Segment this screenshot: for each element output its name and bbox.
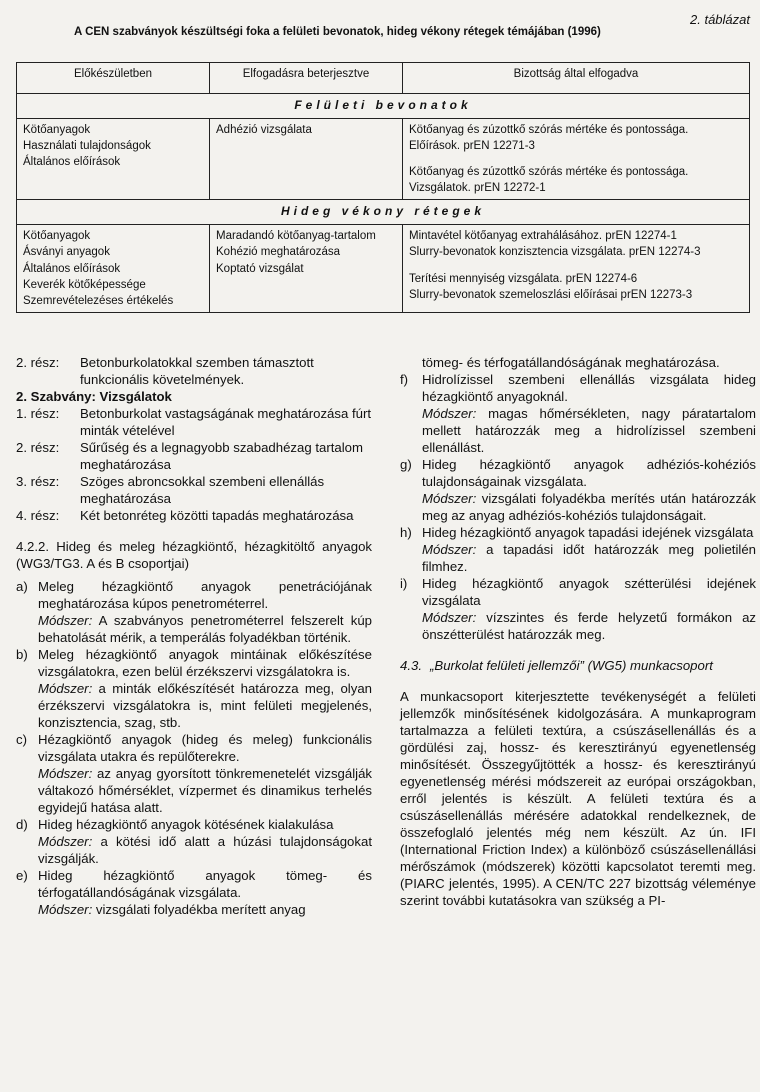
method-text: a kötési idő alatt a húzási tulajdonságokat vizsgálják. xyxy=(38,834,372,866)
item-method xyxy=(38,901,372,918)
cell-gap xyxy=(409,261,743,271)
heading-number: 4.3. xyxy=(400,658,422,673)
list-item xyxy=(400,575,756,643)
list-item xyxy=(16,646,372,731)
item-method xyxy=(422,541,756,575)
part-item xyxy=(16,439,372,473)
section-heading: 4.2.2. Hideg és meleg hézagkiöntő, hézagkitöltő anyagok (WG3/TG3. A és B csoportjai) xyxy=(16,539,372,571)
cell-line: Kötőanyagok xyxy=(23,124,91,136)
header-submitted: Elfogadásra beterjesztve xyxy=(210,63,403,94)
part-item xyxy=(16,507,372,524)
method-text: A szabványos penetrométerrel felszerelt kúp behatolását mérik, a temperálás folyadékban történik. xyxy=(38,613,372,645)
part-label: 2. rész: xyxy=(16,440,60,455)
table-row xyxy=(17,225,750,312)
part-label: 1. rész: xyxy=(16,406,60,421)
cen-standards-table xyxy=(16,62,750,313)
item-label: g) xyxy=(400,457,412,472)
part-text: Sűrűség és a legnagyobb szabadhézag tartalom meghatározása xyxy=(80,440,363,472)
part-text: Betonburkolatokkal szemben támasztott funkcionális követelmények. xyxy=(80,355,314,387)
method-text: a tapadási időt határozzák meg polietilén filmhez. xyxy=(422,542,756,574)
list-item xyxy=(400,371,756,456)
cell-submitted xyxy=(210,119,403,200)
item-method xyxy=(422,609,756,643)
table-title: A CEN szabványok készültségi foka a felületi bevonatok, hideg vékony rétegek témájában (1996) xyxy=(74,26,601,38)
list-item xyxy=(16,578,372,646)
section-title: Felületi bevonatok xyxy=(17,94,750,119)
cell-in-preparation xyxy=(17,225,210,312)
method-text: vízszintes és ferde helyzetű formákon az önszétterülést határozzák meg. xyxy=(422,610,756,642)
table-row xyxy=(17,119,750,200)
part-text: Szöges abroncsokkal szembeni ellenállás meghatározása xyxy=(80,474,325,506)
item-continuation: tömeg- és térfogatállandóságának meghatározása. xyxy=(422,355,720,370)
cell-line: Kötőanyagok xyxy=(23,230,91,243)
method-text: az anyag gyorsított tönkremenetelét vizsgálják váltakozó hőmérséklet, vízpermet és dinamikus terhelés egyidejű hatása alatt. xyxy=(38,766,372,815)
cell-line: Általános előírások xyxy=(23,262,121,275)
item-text: Hidrolízissel szembeni ellenállás vizsgálata hideg hézagkiöntő anyagoknál. xyxy=(422,372,756,404)
item-method xyxy=(38,612,372,646)
method-label: Módszer: xyxy=(38,902,93,917)
cell-line: Adhézió vizsgálata xyxy=(216,124,312,136)
list-item xyxy=(16,731,372,816)
method-text: magas hőmérsékleten, nagy páratartalom mellett határozzák meg a hidrolízissel szembeni ellenállást. xyxy=(422,406,756,455)
item-label: h) xyxy=(400,525,412,540)
table-number: 2. táblázat xyxy=(690,12,750,27)
method-label: Módszer: xyxy=(38,681,93,696)
cell-line: Slurry-bevonatok szemeloszlási előírásai prEN 12273-3 xyxy=(409,288,693,301)
table-header-row xyxy=(17,63,750,94)
list-item xyxy=(16,867,372,918)
method-label: Módszer: xyxy=(422,610,477,625)
method-text: vizsgálati folyadékba merítés után határozzák meg az anyag adhéziós-kohéziós tulajdonságait. xyxy=(422,491,756,523)
item-text: Meleg hézagkiöntő anyagok penetrációjának meghatározása kúpos penetrométerrel. xyxy=(38,579,372,611)
part-item xyxy=(16,354,372,388)
method-label: Módszer: xyxy=(38,766,93,781)
left-column xyxy=(16,354,372,918)
right-column xyxy=(400,354,756,909)
method-text: vizsgálati folyadékba merített anyag xyxy=(95,902,306,917)
method-label: Módszer: xyxy=(38,834,93,849)
item-label: a) xyxy=(16,579,28,594)
part-text: Betonburkolat vastagságának meghatározása fúrt minták vételével xyxy=(80,406,372,438)
item-label: e) xyxy=(16,868,28,883)
item-label: b) xyxy=(16,647,28,662)
standard-heading: 2. Szabvány: Vizsgálatok xyxy=(16,389,172,404)
cell-line: Kohézió meghatározása xyxy=(216,246,341,259)
part-label: 3. rész: xyxy=(16,474,60,489)
method-label: Módszer: xyxy=(38,613,93,628)
cell-line: Mintavétel kötőanyag extrahálásához. prEN 12274-1 xyxy=(409,230,677,243)
section-heading xyxy=(400,657,756,674)
cell-submitted xyxy=(210,225,403,312)
cell-line: Előírások. prEN 12271-3 xyxy=(409,140,535,153)
section-row-cold-thin-layers xyxy=(17,200,750,225)
cell-line: Keverék kötőképessége xyxy=(23,278,146,291)
item-label: i) xyxy=(400,576,408,591)
part-item xyxy=(16,473,372,507)
cell-accepted xyxy=(403,225,750,312)
cell-line: Ásványi anyagok xyxy=(23,246,110,259)
heading-text: „Burkolat felületi jellemzői” (WG5) munkacsoport xyxy=(430,658,713,673)
item-text: Hideg hézagkiöntő anyagok tapadási idejének vizsgálata xyxy=(422,525,754,540)
cell-accepted xyxy=(403,119,750,200)
cell-line: Maradandó kötőanyag-tartalom xyxy=(216,230,376,243)
body-paragraph: A munkacsoport kiterjesztette tevékenységét a felületi jellemzők minősítésének kidolgozására. A munkaprogram tartalmazza a felületi textúra, a csúszásellenállás és a gördülési zaj, hossz- és keresztirányú egyenetlenség minősítését. Összegyűjtötték a hossz- és keresztirányú egyenetlenség mérési módszereit az európai országokban, erről jelentés is készült. A felületi textúra és a csúszásellenállás mérésére adatokkal rendelkeznek, de összefoglaló jelentés még nem készült. Az ún. IFI (International Friction Index) a különböző csúszásellenállási mérőszámok (módszerek) közötti kapcsolatot teremti meg. (PIARC jelentés, 1995). A CEN/TC 227 bizottság véleménye szerint további kutatásokra van szükség a PI- xyxy=(400,689,756,908)
part-item xyxy=(16,405,372,439)
header-in-preparation: Előkészületben xyxy=(17,63,210,94)
method-text: a minták előkészítését határozza meg, olyan érzékszervi vizsgálatokra is, mint felületi megjelenés, konzisztencia, szag, stb. xyxy=(38,681,372,730)
cell-gap xyxy=(409,154,743,164)
item-label: f) xyxy=(400,372,409,387)
section-title: Hideg vékony rétegek xyxy=(17,200,750,225)
cell-line: Slurry-bevonatok konzisztencia vizsgálata. prEN 12274-3 xyxy=(409,246,701,259)
cell-line: Koptató vizsgálat xyxy=(216,262,304,275)
cell-line: Szemrevételezéses értékelés xyxy=(23,294,174,307)
item-text: Hideg hézagkiöntő anyagok kötésének kialakulása xyxy=(38,817,334,832)
cell-line: Vizsgálatok. prEN 12272-1 xyxy=(409,182,546,195)
item-method xyxy=(38,765,372,816)
list-item xyxy=(400,524,756,575)
cell-line: Kötőanyag és zúzottkő szórás mértéke és pontossága. xyxy=(409,124,689,136)
item-text: Hézagkiöntő anyagok (hideg és meleg) funkcionális vizsgálata utakra és repülőterekre. xyxy=(38,732,372,764)
section-row-surface-coatings xyxy=(17,94,750,119)
method-label: Módszer: xyxy=(422,491,477,506)
item-method xyxy=(38,833,372,867)
cell-in-preparation xyxy=(17,119,210,200)
list-item xyxy=(400,456,756,524)
method-label: Módszer: xyxy=(422,406,477,421)
cell-line: Kötőanyag és zúzottkő szórás mértéke és pontossága. xyxy=(409,166,689,179)
item-text: Meleg hézagkiöntő anyagok mintáinak előkészítése vizsgálatokra, ezen belül érzékszervi vizsgálatokra is. xyxy=(38,647,372,679)
part-label: 2. rész: xyxy=(16,355,60,370)
item-label: c) xyxy=(16,732,27,747)
cell-line: Általános előírások xyxy=(23,156,121,169)
header-accepted: Bizottság által elfogadva xyxy=(403,63,750,94)
item-text: Hideg hézagkiöntő anyagok szétterülési idejének vizsgálata xyxy=(422,576,756,608)
cell-line: Terítési mennyiség vizsgálata. prEN 12274-6 xyxy=(409,272,638,285)
item-text: Hideg hézagkiöntő anyagok tömeg- és térfogatállandóságának vizsgálata. xyxy=(38,868,372,900)
item-text: Hideg hézagkiöntő anyagok adhéziós-kohéziós tulajdonságainak vizsgálata. xyxy=(422,457,756,489)
part-label: 4. rész: xyxy=(16,508,60,523)
list-item xyxy=(16,816,372,867)
item-method xyxy=(422,405,756,456)
cell-line: Használati tulajdonságok xyxy=(23,140,151,153)
part-text: Két betonréteg közötti tapadás meghatározása xyxy=(80,508,354,523)
item-method xyxy=(422,490,756,524)
method-label: Módszer: xyxy=(422,542,477,557)
item-method xyxy=(38,680,372,731)
item-label: d) xyxy=(16,817,28,832)
